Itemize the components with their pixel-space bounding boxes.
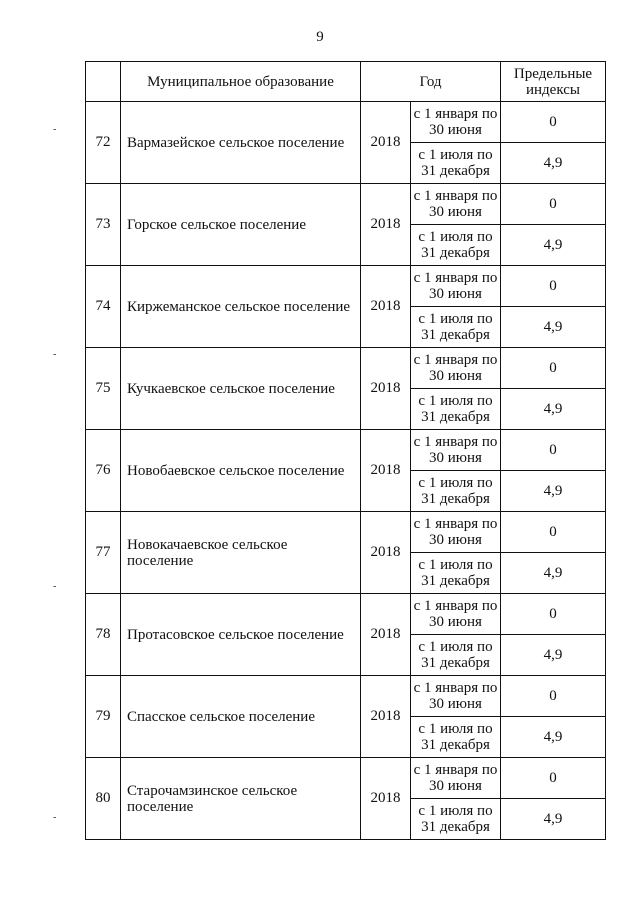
table-row xyxy=(86,430,606,471)
row-number: 75 xyxy=(86,348,121,430)
period-cell: с 1 июля по 31 декабря xyxy=(411,635,501,676)
period-cell: с 1 января по 30 июня xyxy=(411,266,501,307)
index-value: 0 xyxy=(501,758,606,799)
table-row xyxy=(86,348,606,389)
year-cell: 2018 xyxy=(361,266,411,348)
period-cell: с 1 июля по 31 декабря xyxy=(411,717,501,758)
year-cell: 2018 xyxy=(361,430,411,512)
header-year: Год xyxy=(361,62,501,102)
table-row xyxy=(86,758,606,799)
page-number: 9 xyxy=(316,29,324,45)
municipality-name: Горское сельское поселение xyxy=(121,184,361,266)
header-num xyxy=(86,62,121,102)
index-value: 4,9 xyxy=(501,799,606,840)
row-number: 72 xyxy=(86,102,121,184)
municipality-name: Новокачаевское сельское поселение xyxy=(121,512,361,594)
index-value: 4,9 xyxy=(501,553,606,594)
row-number: 73 xyxy=(86,184,121,266)
index-value: 0 xyxy=(501,594,606,635)
margin-tick-mark: - xyxy=(53,349,57,360)
year-cell: 2018 xyxy=(361,348,411,430)
table-row xyxy=(86,594,606,635)
index-value: 4,9 xyxy=(501,389,606,430)
municipality-name: Новобаевское сельское поселение xyxy=(121,430,361,512)
period-cell: с 1 января по 30 июня xyxy=(411,594,501,635)
period-cell: с 1 января по 30 июня xyxy=(411,676,501,717)
municipality-name: Протасовское сельское поселение xyxy=(121,594,361,676)
year-cell: 2018 xyxy=(361,594,411,676)
index-value: 4,9 xyxy=(501,307,606,348)
index-value: 0 xyxy=(501,102,606,143)
municipality-name: Кучкаевское сельское поселение xyxy=(121,348,361,430)
year-cell: 2018 xyxy=(361,512,411,594)
row-number: 74 xyxy=(86,266,121,348)
period-cell: с 1 января по 30 июня xyxy=(411,758,501,799)
index-value: 0 xyxy=(501,184,606,225)
period-cell: с 1 января по 30 июня xyxy=(411,348,501,389)
index-value: 4,9 xyxy=(501,471,606,512)
index-table xyxy=(85,61,606,840)
period-cell: с 1 июля по 31 декабря xyxy=(411,307,501,348)
index-value: 0 xyxy=(501,676,606,717)
table-header-row xyxy=(86,62,606,102)
period-cell: с 1 июля по 31 декабря xyxy=(411,389,501,430)
municipality-name: Вармазейское сельское поселение xyxy=(121,102,361,184)
index-value: 0 xyxy=(501,348,606,389)
period-cell: с 1 июля по 31 декабря xyxy=(411,225,501,266)
margin-tick-mark: - xyxy=(53,581,57,592)
period-cell: с 1 июля по 31 декабря xyxy=(411,471,501,512)
year-cell: 2018 xyxy=(361,676,411,758)
row-number: 77 xyxy=(86,512,121,594)
index-value: 0 xyxy=(501,512,606,553)
year-cell: 2018 xyxy=(361,758,411,840)
year-cell: 2018 xyxy=(361,102,411,184)
period-cell: с 1 июля по 31 декабря xyxy=(411,553,501,594)
row-number: 79 xyxy=(86,676,121,758)
header-index: Предельные индексы xyxy=(501,62,606,102)
index-value: 4,9 xyxy=(501,717,606,758)
municipality-name: Киржеманское сельское поселение xyxy=(121,266,361,348)
period-cell: с 1 июля по 31 декабря xyxy=(411,143,501,184)
period-cell: с 1 января по 30 июня xyxy=(411,430,501,471)
index-value: 4,9 xyxy=(501,635,606,676)
margin-tick-mark: - xyxy=(53,124,57,135)
index-value: 0 xyxy=(501,430,606,471)
row-number: 76 xyxy=(86,430,121,512)
period-cell: с 1 июля по 31 декабря xyxy=(411,799,501,840)
municipality-name: Спасское сельское поселение xyxy=(121,676,361,758)
period-cell: с 1 января по 30 июня xyxy=(411,512,501,553)
municipality-name: Старочамзинское сельское поселение xyxy=(121,758,361,840)
row-number: 78 xyxy=(86,594,121,676)
table-row xyxy=(86,102,606,143)
period-cell: с 1 января по 30 июня xyxy=(411,102,501,143)
margin-tick-mark: - xyxy=(53,812,57,823)
period-cell: с 1 января по 30 июня xyxy=(411,184,501,225)
index-value: 0 xyxy=(501,266,606,307)
table-row xyxy=(86,676,606,717)
row-number: 80 xyxy=(86,758,121,840)
table-row xyxy=(86,266,606,307)
table-body xyxy=(86,102,606,840)
year-cell: 2018 xyxy=(361,184,411,266)
index-value: 4,9 xyxy=(501,143,606,184)
table-row xyxy=(86,184,606,225)
index-value: 4,9 xyxy=(501,225,606,266)
header-municipality: Муниципальное образование xyxy=(121,62,361,102)
table-row xyxy=(86,512,606,553)
